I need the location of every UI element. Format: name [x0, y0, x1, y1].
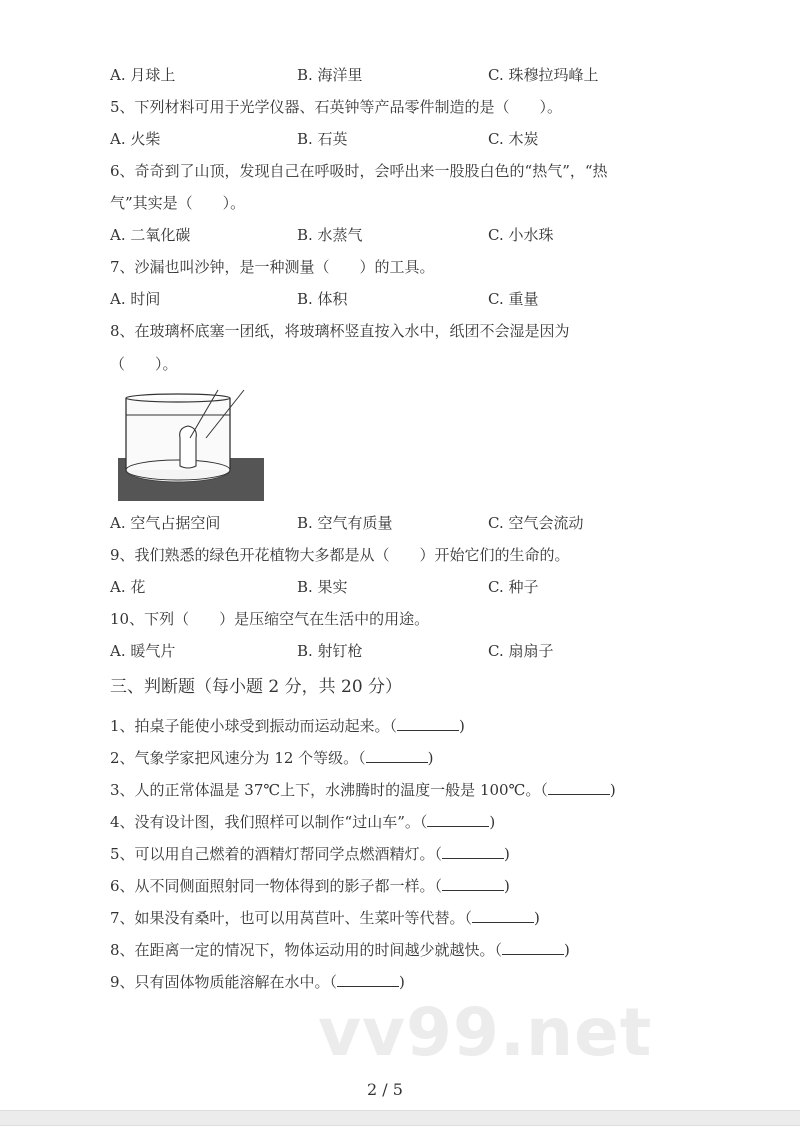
true-false-item	[110, 716, 465, 736]
answer-blank[interactable]	[427, 812, 489, 827]
q10-option-c: C. 扇扇子	[488, 642, 554, 660]
true-false-item-text: 6、从不同侧面照射同一物体得到的影子都一样。（	[110, 877, 443, 895]
true-false-item-text: 8、在距离一定的情况下，物体运动用的时间越少就越快。（	[110, 941, 503, 959]
closing-paren: )	[459, 717, 465, 735]
closing-paren: )	[504, 877, 510, 895]
answer-blank[interactable]	[337, 972, 399, 987]
q6-option-b: B. 水蒸气	[297, 226, 363, 244]
q6-option-c: C. 小水珠	[488, 226, 554, 244]
q6-option-a: A. 二氧化碳	[110, 226, 191, 244]
question-10-text: 10、下列（ ）是压缩空气在生活中的用途。	[110, 610, 430, 628]
question-8-text: 8、在玻璃杯底塞一团纸，将玻璃杯竖直按入水中，纸团不会湿是因为	[110, 322, 570, 340]
q10-option-b: B. 射钉枪	[297, 642, 363, 660]
answer-blank[interactable]	[548, 780, 610, 795]
true-false-item-text: 9、只有固体物质能溶解在水中。（	[110, 973, 338, 991]
q8-option-c: C. 空气会流动	[488, 514, 584, 532]
question-6-text: 6、奇奇到了山顶，发现自己在呼吸时，会呼出来一股股白色的“热气”，“热	[110, 162, 608, 180]
closing-paren: )	[609, 781, 616, 799]
true-false-item	[110, 940, 570, 960]
closing-paren: )	[489, 813, 496, 831]
answer-blank[interactable]	[502, 940, 564, 955]
watermark: vv99.net	[318, 994, 653, 1071]
page-number: 2 / 5	[367, 1080, 403, 1099]
answer-blank[interactable]	[366, 748, 428, 763]
true-false-item-text: 3、人的正常体温是 37℃上下，水沸腾时的温度一般是 100℃。（	[110, 781, 548, 799]
true-false-item	[110, 812, 495, 832]
q5-option-c: C. 木炭	[488, 130, 539, 148]
answer-blank[interactable]	[442, 876, 504, 891]
closing-paren: )	[427, 749, 434, 767]
question-7-text: 7、沙漏也叫沙钟，是一种测量（ ）的工具。	[110, 258, 435, 276]
q10-option-a: A. 暖气片	[110, 642, 176, 660]
true-false-item	[110, 748, 434, 768]
true-false-item-text: 2、气象学家把风速分为 12 个等级。（	[110, 749, 366, 767]
answer-blank[interactable]	[397, 716, 459, 731]
closing-paren: )	[399, 973, 405, 991]
closing-paren: )	[534, 909, 540, 927]
section-heading-true-false: 三、判断题（每小题 2 分，共 20 分）	[110, 677, 403, 697]
question-8-text-cont: （ ）。	[110, 355, 178, 373]
page-separator-bar	[0, 1110, 800, 1126]
q9-option-c: C. 种子	[488, 578, 539, 596]
true-false-item	[110, 876, 510, 896]
true-false-item	[110, 844, 510, 864]
true-false-item-text: 1、拍桌子能使小球受到振动而运动起来。（	[110, 717, 398, 735]
q8-option-b: B. 空气有质量	[297, 514, 393, 532]
q8-option-a: A. 空气占据空间	[110, 514, 221, 532]
true-false-item-text: 7、如果没有桑叶，也可以用莴苣叶、生菜叶等代替。（	[110, 909, 473, 927]
q7-option-c: C. 重量	[488, 290, 539, 308]
true-false-item	[110, 972, 405, 992]
q5-option-a: A. 火柴	[110, 130, 161, 148]
question-5-text: 5、下列材料可用于光学仪器、石英钟等产品零件制造的是（ ）。	[110, 98, 563, 116]
true-false-item	[110, 908, 540, 928]
question-9-text: 9、我们熟悉的绿色开花植物大多都是从（ ）开始它们的生命的。	[110, 546, 570, 564]
q7-option-a: A. 时间	[110, 290, 161, 308]
q9-option-b: B. 果实	[297, 578, 348, 596]
q4-option-a: A. 月球上	[110, 66, 176, 84]
q4-option-b: B. 海洋里	[297, 66, 363, 84]
answer-blank[interactable]	[442, 844, 504, 859]
beaker-paper-experiment-figure	[118, 388, 268, 503]
true-false-item	[110, 780, 616, 800]
q4-option-c: C. 珠穆拉玛峰上	[488, 66, 599, 84]
true-false-item-text: 5、可以用自己燃着的酒精灯帮同学点燃酒精灯。（	[110, 845, 443, 863]
question-6-text-cont: 气”其实是（ ）。	[110, 194, 246, 212]
closing-paren: )	[564, 941, 570, 959]
q7-option-b: B. 体积	[297, 290, 348, 308]
true-false-item-text: 4、没有设计图，我们照样可以制作“过山车”。（	[110, 813, 428, 831]
answer-blank[interactable]	[472, 908, 534, 923]
closing-paren: )	[504, 845, 510, 863]
q5-option-b: B. 石英	[297, 130, 348, 148]
q9-option-a: A. 花	[110, 578, 146, 596]
